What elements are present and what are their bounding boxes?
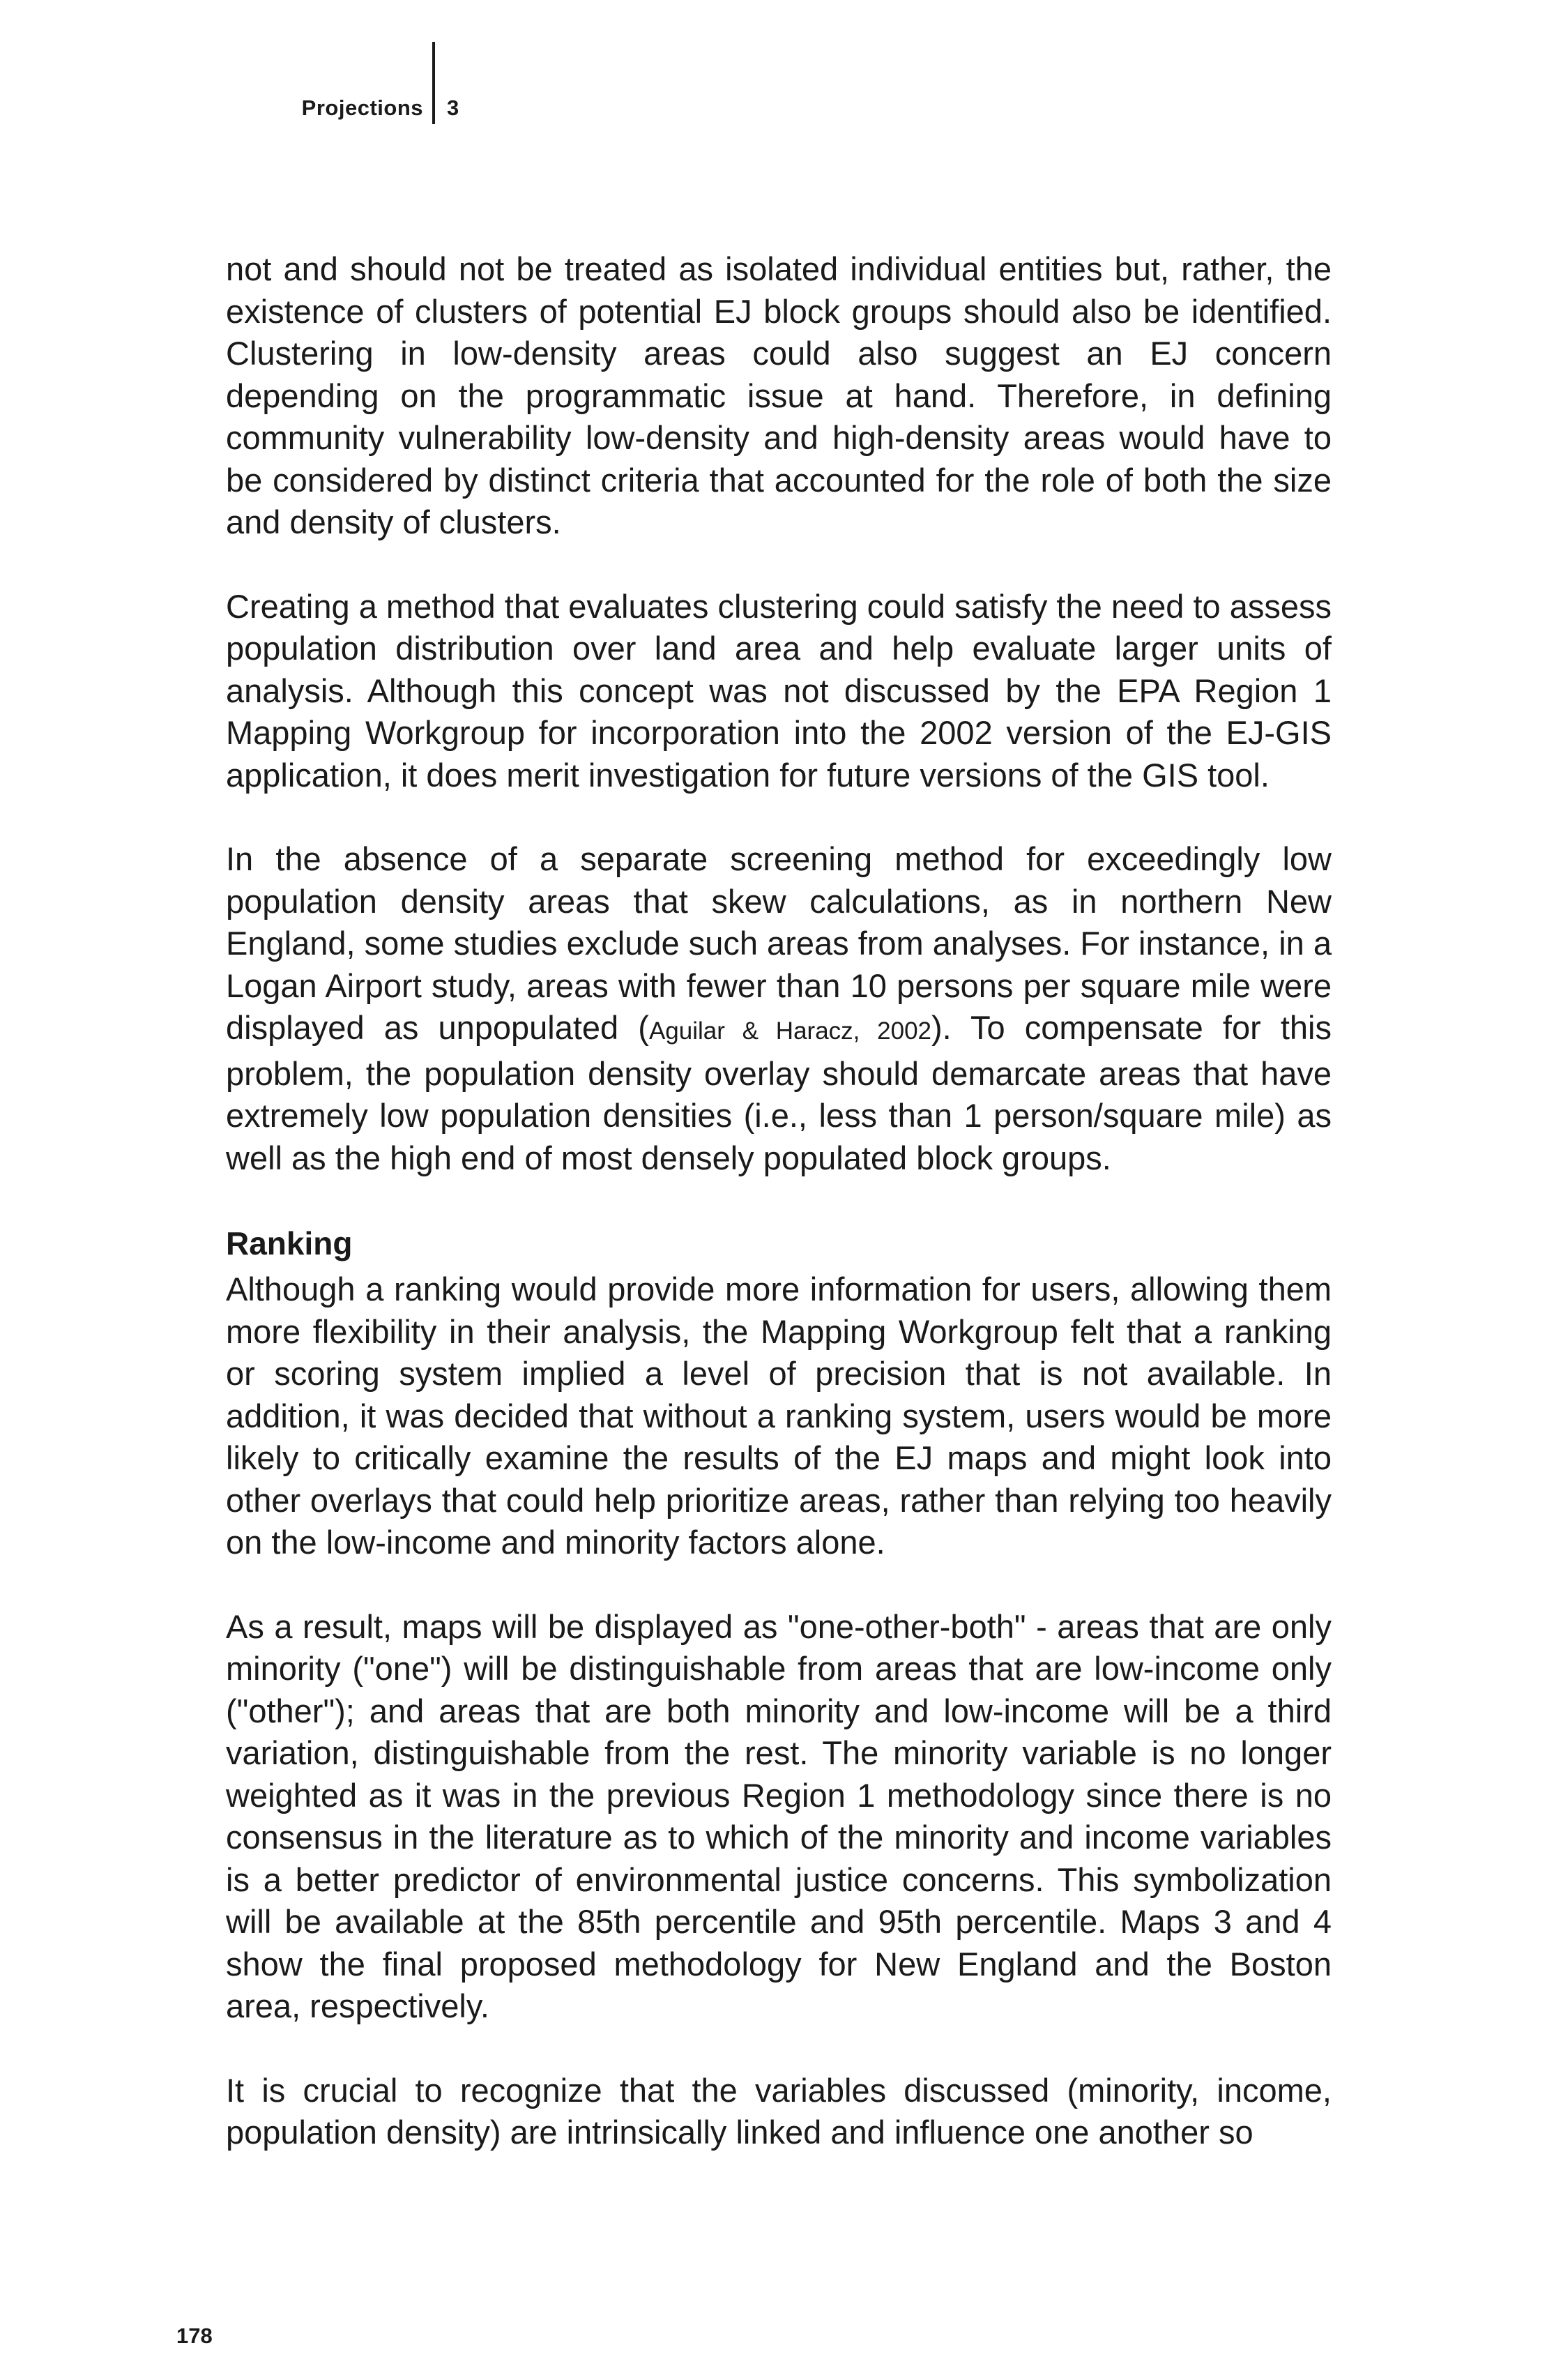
paragraph-low-density [226,838,1332,1179]
page-number: 178 [176,2324,213,2348]
paragraph-low-density-text-start: In the absence of a separate screening method for exceedingly low population density areas that skew calculations, as in northern New England, some studies exclude such areas from analyses. For instance, in a Logan Airport study, areas with fewer than 10 persons per square mile were displayed as unpopulated ( [226,840,1332,1046]
running-head [0,42,1547,139]
paragraph-one-other-both: As a result, maps will be displayed as "one-other-both" - areas that are only minority ("one") will be distinguishable from areas that are low-income only ("other"); and areas that are both minority and low-income will be a third variation, distinguishable from the rest. The minority variable is no longer weighted as it was in the previous Region 1 methodology since there is no consensus in the literature as to which of the minority and income variables is a better predictor of environmental justice concerns. This symbolization will be available at the 85th percentile and 95th percentile. Maps 3 and 4 show the final proposed methodology for New England and the Boston area, respectively. [226,1607,1332,2024]
paragraph-clustering-method: Creating a method that evaluates clustering could satisfy the need to assess population distribution over land area and help evaluate larger units of analysis. Although this concept was not discussed by the EPA Region 1 Mapping Workgroup for incorporation into the 2002 version of the EJ-GIS application, it does merit investigation for future versions of the GIS tool. [226,587,1332,794]
chapter-number: 3 [447,96,459,120]
page-body [226,248,1332,2154]
citation: Aguilar & Haracz, 2002 [648,1017,932,1045]
paragraph-ranking: Although a ranking would provide more information for users, allowing them more flexibility in their analysis, the Mapping Workgroup felt that a ranking or scoring system implied a level of precision that is not available. In addition, it was decided that without a ranking system, users would be more likely to critically examine the results of the EJ maps and might look into other overlays that could help prioritize areas, rather than relying too heavily on the low-income and minority factors alone. [226,1271,1332,1561]
running-title: Projections [301,96,423,120]
paragraph-variables-linked: It is crucial to recognize that the variables discussed (minority, income, population density) are intrinsically linked and influence one another so [226,2071,1332,2151]
section-heading-ranking: Ranking [226,1225,353,1261]
paragraph-clusters: not and should not be treated as isolated individual entities but, rather, the existence of clusters of potential EJ block groups should also be identified. Clustering in low-density areas could also suggest an EJ concern depending on the programmatic issue at hand. Therefore, in defining community vulnerability low-density and high-density areas would have to be considered by distinct criteria that accounted for the role of both the size and density of clusters. [226,250,1332,540]
running-head-divider [432,42,435,124]
paragraph-low-density-text-end: ). To compensate for this problem, the population density overlay should demarcate areas that have extremely low population densities (i.e., less than 1 person/square mile) as well as the high end of most densely populated block groups. [226,1009,1332,1176]
